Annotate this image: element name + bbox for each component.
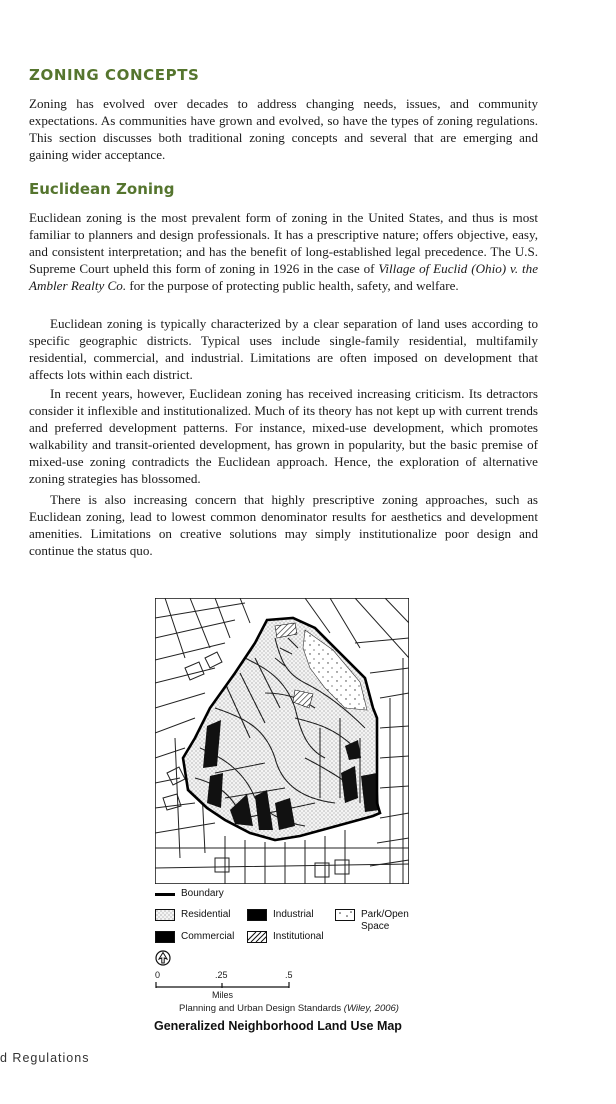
p1-text-end: for the purpose of protecting public health, safety, and welfare.	[126, 278, 459, 294]
euclidean-paragraph-3: In recent years, however, Euclidean zoning has received increasing criticism. Its detractors consider it inflexible and institutionalized. Much of its theory has not kept up with current trends and preferred development patterns. For instance, mixed-use development, which promotes walkability and transit-oriented development, has grown in popularity, but the basic premise of mixed-use zoning contradicts the Euclidean approach. Hence, the exploration of alternative zoning strategies has blossomed.	[29, 386, 538, 487]
scale-line	[155, 981, 295, 989]
scale-quarter: .25	[215, 970, 228, 980]
industrial-swatch	[247, 909, 267, 921]
boundary-swatch	[155, 893, 175, 896]
legend-boundary	[155, 888, 224, 900]
park-label-line2: Space	[361, 921, 390, 932]
scale-zero: 0	[155, 970, 161, 980]
euclidean-heading: Euclidean Zoning	[29, 180, 175, 198]
court-case-title: Village of Euclid (Ohio) v. the Ambler Realty Co.	[29, 261, 539, 294]
legend-boundary-label: Boundary	[181, 888, 224, 899]
credit-source: Planning and Urban Design Standards	[179, 1003, 342, 1014]
land-use-map	[155, 598, 409, 884]
commercial-swatch	[155, 931, 175, 943]
scale-bar	[155, 970, 295, 1002]
euclidean-paragraph-4: There is also increasing concern that highly prescriptive zoning approaches, such as Euclidean zoning, lead to lowest common denominator results for aesthetics and development amenities. Limitations on creative solutions may simply institutionalize poor design and continue the status quo.	[29, 492, 538, 559]
legend-institutional	[247, 931, 324, 943]
north-arrow-icon	[155, 950, 171, 966]
scale-half: .5	[285, 970, 293, 980]
euclidean-paragraph-1	[29, 209, 538, 294]
legend-commercial	[155, 931, 234, 943]
institutional-swatch	[247, 931, 267, 943]
p1-text-start: Euclidean zoning is the most prevalent form of zoning in the United States, and thus is most familiar to planners and design professionals. It has a prescriptive nature; offers objective, easy, and consistent interpretation; and has the benefit of long-established legal precedence. The U.S. Supreme Court upheld this form of zoning in 1926 in the case of	[29, 210, 538, 277]
legend-park	[335, 909, 409, 933]
section-title: ZONING CONCEPTS	[29, 66, 200, 84]
legend-residential-label: Residential	[181, 909, 231, 920]
legend-residential	[155, 909, 230, 921]
running-footer: d Regulations	[0, 1051, 90, 1065]
map-legend	[155, 886, 425, 966]
legend-institutional-label: Institutional	[273, 931, 324, 942]
legend-park-label	[361, 909, 409, 933]
park-swatch	[335, 909, 355, 921]
credit-publisher: (Wiley, 2006)	[343, 1003, 399, 1014]
figure-caption: Generalized Neighborhood Land Use Map	[154, 1019, 402, 1033]
residential-swatch	[155, 909, 175, 921]
legend-commercial-label: Commercial	[181, 931, 235, 942]
legend-industrial	[247, 909, 314, 921]
figure-credit	[179, 1003, 399, 1014]
legend-industrial-label: Industrial	[273, 909, 314, 920]
scale-unit: Miles	[212, 990, 234, 1000]
euclidean-paragraph-2: Euclidean zoning is typically characterized by a clear separation of land uses according to specific geographic districts. Typical uses include single-family residential, multifamily residential, commercial, and industrial. Limitations are often imposed on development that affects lots within each district.	[29, 316, 538, 383]
park-label-line1: Park/Open	[361, 909, 409, 920]
intro-paragraph: Zoning has evolved over decades to address changing needs, issues, and community expectations. As communities have grown and evolved, so have the types of zoning regulations. This section discusses both traditional zoning concepts and several that are emerging and gaining wider acceptance.	[29, 96, 538, 163]
